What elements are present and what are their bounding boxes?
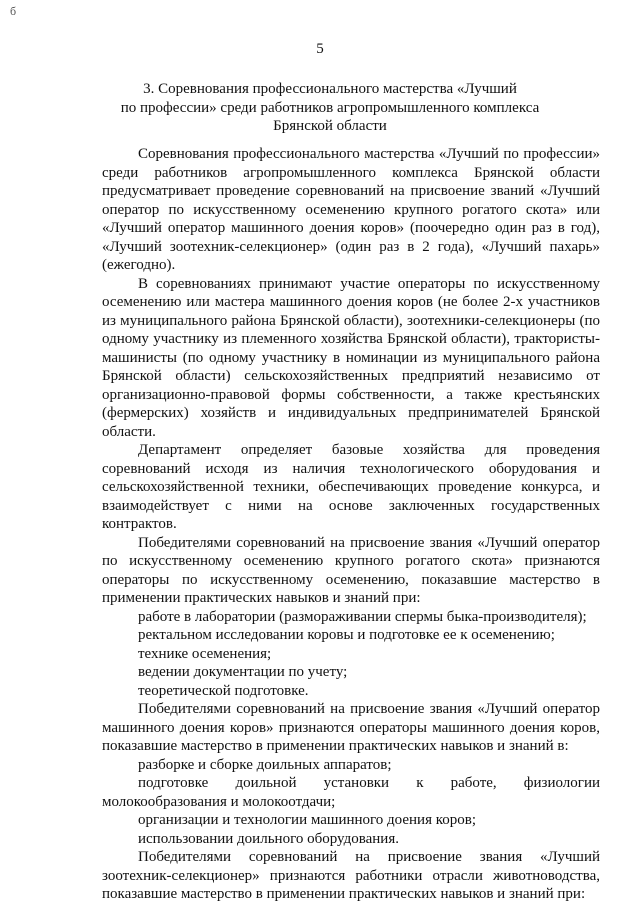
list-item: ректальном исследовании коровы и подготовке ее к осеменению;: [138, 627, 555, 643]
heading-line: 3. Соревнования профессионального мастерства «Лучший: [143, 81, 517, 97]
section-heading: [110, 80, 550, 136]
list-item: использовании доильного оборудования.: [138, 830, 399, 847]
list-item: разборке и сборке доильных аппаратов;: [138, 756, 392, 773]
list-item: работе в лаборатории (размораживании спермы быка-производителя);: [138, 608, 587, 625]
list-item: теоретической подготовке.: [138, 682, 309, 699]
list-item: организации и технологии машинного доения коров;: [138, 812, 477, 828]
paragraph: Победителями соревнований на присвоение звания «Лучший оператор по искусственному осеменению крупного рогатого скота» признаются операторы по искусственному осеменению, показавшие мастерство в применении практических навыков и знаний при:: [102, 534, 600, 606]
heading-line: по профессии» среди работников агропромышленного комплекса: [120, 99, 540, 116]
list-item: ведении документации по учету;: [138, 664, 348, 680]
paragraph: В соревнованиях принимают участие операторы по искусственному осеменению или мастера машинного доения коров (не более 2-х участников из муниципального района Брянской области), зоотехники-селекционеры (по одному участнику из племенного хозяйства Брянской области), трактористы-машинисты (по одному участнику в номинации из муниципального района Брянской области) сельскохозяйственных предприятий независимо от организационно-правовой формы собственности, а также крестьянских (фермерских) хозяйств и индивидуальных предпринимателей Брянской области.: [102, 275, 600, 440]
heading-line: Брянской области: [273, 118, 387, 134]
page-number: 5: [316, 41, 324, 57]
corner-mark: б: [10, 4, 17, 18]
paragraph: Соревнования профессионального мастерства «Лучший по профессии» среди работников агропромышленного комплекса Брянской области предусматривает проведение соревнований на присвоение званий «Лучший оператор по искусственному осеменению крупного рогатого скота» или «Лучший оператор машинного доения коров» (поочередно один раз в год), «Лучший зоотехник-селекционер» (один раз в 2 года), «Лучший пахарь» (ежегодно).: [102, 146, 600, 273]
list-item: подготовке доильной установки к работе, физиологии молокообразования и молокоотдачи;: [102, 775, 600, 810]
document-body: [102, 145, 600, 904]
paragraph: Победителями соревнований на присвоение звания «Лучший оператор машинного доения коров» признаются операторы машинного доения коров, показавшие мастерство в применении практических навыков и знаний в:: [102, 701, 600, 754]
list-item: технике осеменения;: [138, 645, 272, 662]
paragraph: Победителями соревнований на присвоение звания «Лучший зоотехник-селекционер» признаются работники отрасли животноводства, показавшие мастерство в применении практических навыков и знаний при:: [102, 849, 600, 902]
paragraph: Департамент определяет базовые хозяйства для проведения соревнований исходя из наличия технологического оборудования и сельскохозяйственной техники, обеспечивающих проведение конкурса, и взаимодействует с ними на основе заключенных государственных контрактов.: [102, 442, 600, 532]
